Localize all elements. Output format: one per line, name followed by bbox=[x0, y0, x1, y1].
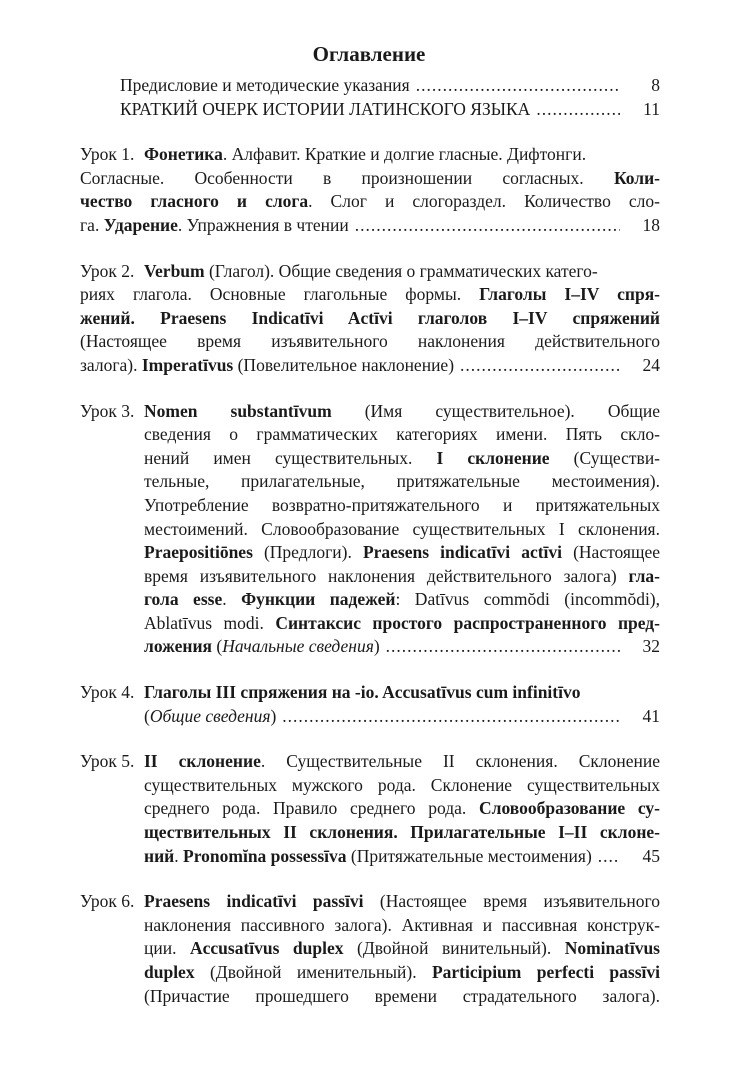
lesson-label: Урок 4. bbox=[80, 682, 135, 703]
entry-line: Фонетика. Алфавит. Краткие и долгие гласные. Дифтонги. bbox=[144, 144, 587, 165]
entry-last-line: ний. Pronomĭna possessīva (Притяжательные местоимения) ..... 45 bbox=[144, 845, 660, 869]
entry-line: II склонение. Существительные II склонения. Склонение bbox=[144, 751, 660, 772]
toc-entry-lesson-5[interactable] bbox=[80, 750, 660, 868]
toc-entry-lesson-4[interactable] bbox=[80, 681, 660, 728]
entry-line: гола esse. Функции падежей: Datīvus commŏdi (incommŏdi), bbox=[144, 589, 660, 610]
lesson-label: Урок 6. bbox=[80, 891, 135, 912]
leader-dots bbox=[416, 74, 620, 98]
entry-line: Ablatīvus modi. Синтаксис простого распространенного пред- bbox=[144, 612, 660, 633]
entry-line: (Настоящее время изъявительного наклонения действительного bbox=[80, 331, 660, 352]
toc-entry-lesson-6[interactable] bbox=[80, 890, 660, 1008]
lesson-label: Урок 2. bbox=[80, 260, 135, 281]
table-of-contents bbox=[80, 74, 660, 1008]
entry-last-line: залога). Imperatīvus (Повелительное наклонение) ..... 24 bbox=[80, 354, 660, 378]
entry-line: среднего рода. Правило среднего рода. Словообразование су- bbox=[144, 798, 660, 819]
toc-entry-lesson-2[interactable] bbox=[80, 260, 660, 378]
entry-line: тельные, прилагательные, притяжательные местоимения). bbox=[144, 471, 660, 492]
toc-entry-lesson-3[interactable] bbox=[80, 400, 660, 660]
page-number: 32 bbox=[642, 636, 660, 657]
entry-line: риях глагола. Основные глагольные формы. Глаголы I–IV спря- bbox=[80, 284, 660, 305]
entry-line: (Причастие прошедшего времени страдательного залога). bbox=[144, 985, 660, 1006]
toc-entry-lesson-1[interactable] bbox=[80, 143, 660, 237]
leader-dots bbox=[460, 354, 620, 378]
leader-dots bbox=[386, 635, 620, 659]
lesson-label: Урок 3. bbox=[80, 400, 135, 421]
intro-section bbox=[80, 74, 660, 121]
entry-line: время изъявительного наклонения действительного залога) гла- bbox=[144, 565, 660, 586]
lesson-label: Урок 5. bbox=[80, 751, 135, 772]
entry-line: наклонения пассивного залога). Активная и пассивная конструк- bbox=[144, 914, 660, 935]
entry-line: Согласные. Особенности в произношении согласных. Коли- bbox=[80, 167, 660, 188]
entry-line: ции. Accusatīvus duplex (Двойной винительный). Nominatīvus bbox=[144, 938, 660, 959]
leader-dots bbox=[355, 214, 620, 238]
lesson-label: Урок 1. bbox=[80, 144, 135, 165]
page-number: 41 bbox=[642, 705, 660, 726]
entry-line: существительных мужского рода. Склонение существительных bbox=[144, 774, 660, 795]
page-number: 45 bbox=[642, 845, 660, 866]
page-title: Оглавление bbox=[312, 42, 426, 66]
entry-line: Употребление возвратно-притяжательного и притяжательных bbox=[144, 494, 660, 515]
entry-title: Предисловие и методические указания bbox=[120, 75, 410, 95]
entry-line: сведения о грамматических категориях имени. Пять скло- bbox=[144, 424, 660, 445]
entry-line: Verbum (Глагол). Общие сведения о грамматических катего- bbox=[144, 260, 598, 281]
entry-line: чество гласного и слога. Слог и слогораздел. Количество сло- bbox=[80, 191, 660, 212]
entry-line: местоимений. Словообразование существительных I склонения. bbox=[144, 518, 660, 539]
leader-dots bbox=[598, 845, 620, 869]
entry-line: Praepositiōnes (Предлоги). Praesens indicatīvi actīvi (Настоящее bbox=[144, 542, 660, 563]
entry-line: Praesens indicatīvi passīvi (Настоящее время изъявительного bbox=[144, 891, 660, 912]
entry-line: Nomen substantīvum (Имя существительное). Общие bbox=[144, 400, 660, 421]
entry-last-line: ложения (Начальные сведения) ..... 32 bbox=[144, 635, 660, 659]
entry-line: duplex (Двойной именительный). Participium perfecti passīvi bbox=[144, 962, 660, 982]
entry-line: Глаголы III спряжения на -io. Accusatīvus cum infinitīvo bbox=[144, 682, 581, 703]
page-number: 24 bbox=[642, 354, 660, 375]
entry-line: ществительных II склонения. Прилагательные I–II склоне- bbox=[144, 822, 660, 843]
page-number: 18 bbox=[642, 214, 660, 235]
entry-last-line: (Общие сведения) ..... 41 bbox=[144, 705, 660, 729]
leader-dots bbox=[282, 705, 620, 729]
toc-entry-history[interactable] bbox=[120, 98, 660, 122]
entry-line: жений. Praesens Indicatīvi Actīvi глаголов I–IV спряжений bbox=[80, 307, 660, 328]
entry-last-line: га. Ударение. Упражнения в чтении ..... 18 bbox=[80, 214, 660, 238]
leader-dots bbox=[536, 98, 620, 122]
page-number: 8 bbox=[651, 75, 660, 95]
entry-title: КРАТКИЙ ОЧЕРК ИСТОРИИ ЛАТИНСКОГО ЯЗЫКА bbox=[120, 98, 531, 119]
toc-entry-preface[interactable] bbox=[120, 74, 660, 98]
page-number: 11 bbox=[643, 98, 660, 119]
entry-line: нений имен существительных. I склонение (Существи- bbox=[144, 447, 660, 468]
